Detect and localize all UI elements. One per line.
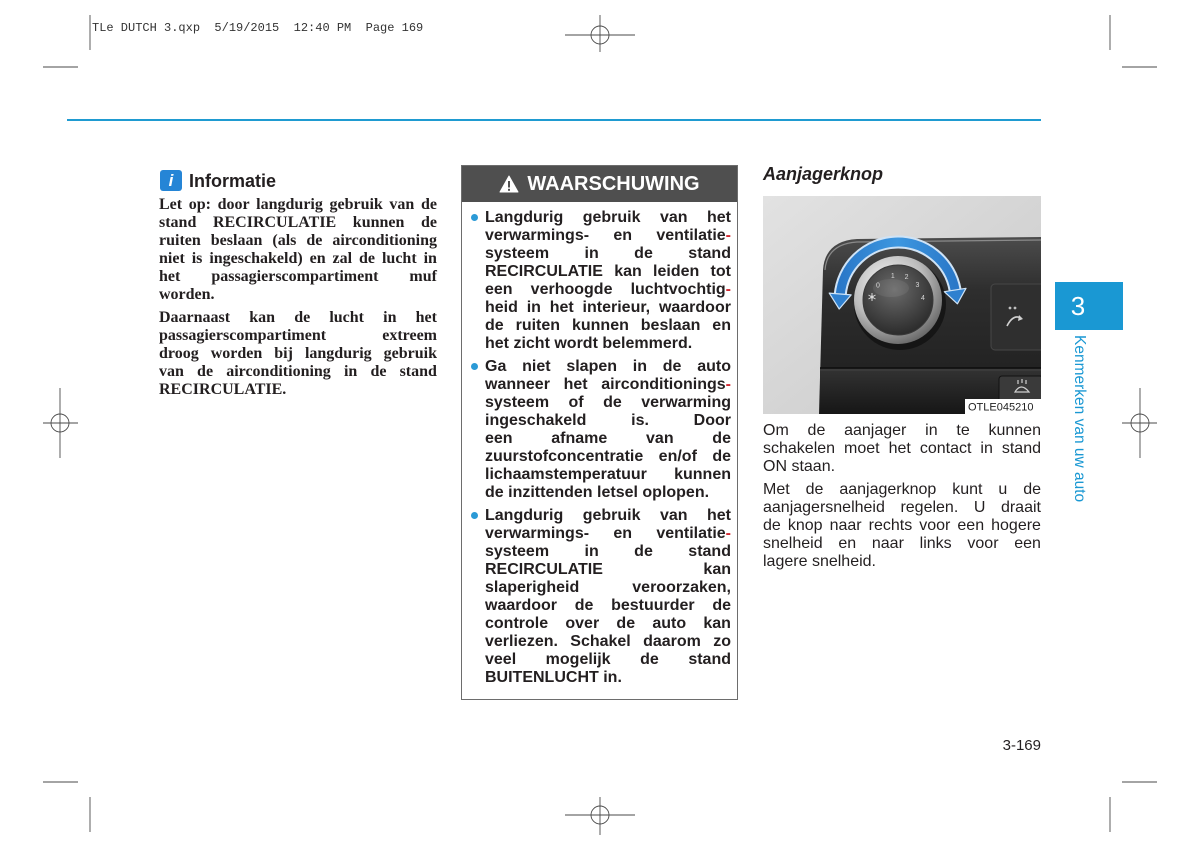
figure-code: OTLE045210 <box>968 401 1034 414</box>
text-line: Langdurig gebruik van het <box>485 507 731 524</box>
text-line: het zicht wordt belemmerd. <box>485 335 693 352</box>
text-line: slaperigheid veroorzaken, <box>485 579 731 596</box>
warning-bullet-item <box>485 507 731 687</box>
info-paragraph <box>159 196 437 304</box>
crop-mark-top-right <box>1110 15 1157 67</box>
text-line: verwarmings- en ventilatie- <box>485 227 731 244</box>
text-line: Met de aanjagerknop kunt u de <box>763 481 1041 498</box>
registration-mark-top <box>565 15 635 52</box>
text-line: Daarnaast kan de lucht in het <box>159 309 437 326</box>
text-line: lagere snelheid. <box>763 553 876 570</box>
right-control-button <box>991 284 1041 350</box>
print-slug: TLe DUTCH 3.qxp 5/19/2015 12:40 PM Page 169 <box>92 21 424 35</box>
text-line: systeem in de stand <box>485 245 731 262</box>
text-line: niet is ingeschakeld) en zal de lucht in <box>159 250 437 267</box>
bullet-dot <box>471 363 478 370</box>
header-rule <box>67 119 1041 121</box>
registration-mark-right <box>1122 388 1157 458</box>
text-line: verliezen. Schakel daarom zo <box>485 633 731 650</box>
dial-label: 4 <box>920 294 925 302</box>
text-line: BUITENLUCHT in. <box>485 669 622 686</box>
section-heading: Aanjagerknop <box>763 164 884 184</box>
warning-title: WAARSCHUWING <box>527 173 700 195</box>
text-line: de inzittenden letsel oplopen. <box>485 484 710 501</box>
text-line: Om de aanjager in te kunnen <box>763 422 1041 439</box>
dial-label: 0 <box>876 282 880 290</box>
info-title: Informatie <box>189 171 277 191</box>
text-line: waardoor de bestuurder de <box>485 597 731 614</box>
info-body <box>159 196 437 404</box>
text-line: een verhoogde luchtvochtig- <box>485 281 731 298</box>
text-line: wanneer het airconditionings- <box>485 376 731 393</box>
text-line: controle over de auto kan <box>485 615 731 632</box>
text-line: zuurstofconcentratie en/of de <box>485 448 731 465</box>
registration-mark-left <box>43 388 78 458</box>
warning-body <box>485 209 731 692</box>
chapter-tab <box>1055 282 1123 330</box>
text-line: ingeschakeld is. Door <box>485 412 731 429</box>
fan-control-paragraph <box>763 422 1041 476</box>
text-line: lichaamstemperatuur kunnen <box>485 466 731 483</box>
text-line: Ga niet slapen in de auto <box>485 358 731 375</box>
text-line: aanjagersnelheid regelen. U draait <box>763 499 1041 516</box>
text-line: van de airconditioning in de stand <box>159 363 437 380</box>
text-line: stand RECIRCULATIE kunnen de <box>159 214 437 231</box>
dial-label: 2 <box>904 274 909 281</box>
warning-bullet-item <box>485 358 731 502</box>
bullet-dot <box>471 512 478 519</box>
bullet-dot <box>471 214 478 221</box>
info-icon: i <box>160 170 182 191</box>
fan-knob-figure <box>763 196 1041 414</box>
text-line: het passagierscompartiment muf <box>159 268 437 285</box>
chapter-number: 3 <box>1070 291 1086 321</box>
text-line: RECIRCULATIE. <box>159 381 287 398</box>
text-line: worden. <box>159 286 215 303</box>
chapter-title: Kenmerken van uw auto <box>1071 335 1088 503</box>
text-line: Let op: door langdurig gebruik van de <box>159 196 437 213</box>
fan-control-body <box>763 422 1041 576</box>
text-line: droog worden bij langdurig gebruik <box>159 345 437 362</box>
registration-mark-bottom <box>565 797 635 835</box>
text-line: RECIRCULATIE kan leiden tot <box>485 263 731 280</box>
dial-label: 3 <box>915 281 920 289</box>
crop-mark-bottom-right <box>1110 782 1157 832</box>
text-line: een afname van de <box>485 430 731 447</box>
crop-mark-bottom-left <box>43 782 90 832</box>
dial-label: 1 <box>890 273 895 280</box>
text-line: ruiten beslaan (als de airconditioning <box>159 232 437 249</box>
warning-bullet-item <box>485 209 731 353</box>
text-line: passagierscompartiment extreem <box>159 327 437 344</box>
info-paragraph <box>159 309 437 399</box>
warning-triangle-icon <box>499 175 519 193</box>
text-line: de ruiten kunnen beslaan en <box>485 317 731 334</box>
text-line: snelheid en naar links voor een <box>763 535 1041 552</box>
text-line: veel mogelijk de stand <box>485 651 731 668</box>
fan-control-paragraph <box>763 481 1041 571</box>
text-line: Langdurig gebruik van het <box>485 209 731 226</box>
crop-mark-top-left <box>43 15 90 67</box>
warning-header <box>462 166 737 202</box>
text-line: systeem in de stand <box>485 543 731 560</box>
warning-box <box>461 165 738 700</box>
text-line: RECIRCULATIE kan <box>485 561 731 578</box>
text-line: schakelen moet het contact in stand <box>763 440 1041 457</box>
text-line: systeem of de verwarming <box>485 394 731 411</box>
text-line: verwarmings- en ventilatie- <box>485 525 731 542</box>
page-number: 3-169 <box>1002 737 1041 754</box>
text-line: ON staan. <box>763 458 836 475</box>
text-line: de knop naar rechts voor een hogere <box>763 517 1041 534</box>
text-line: heid in het interieur, waardoor <box>485 299 731 316</box>
